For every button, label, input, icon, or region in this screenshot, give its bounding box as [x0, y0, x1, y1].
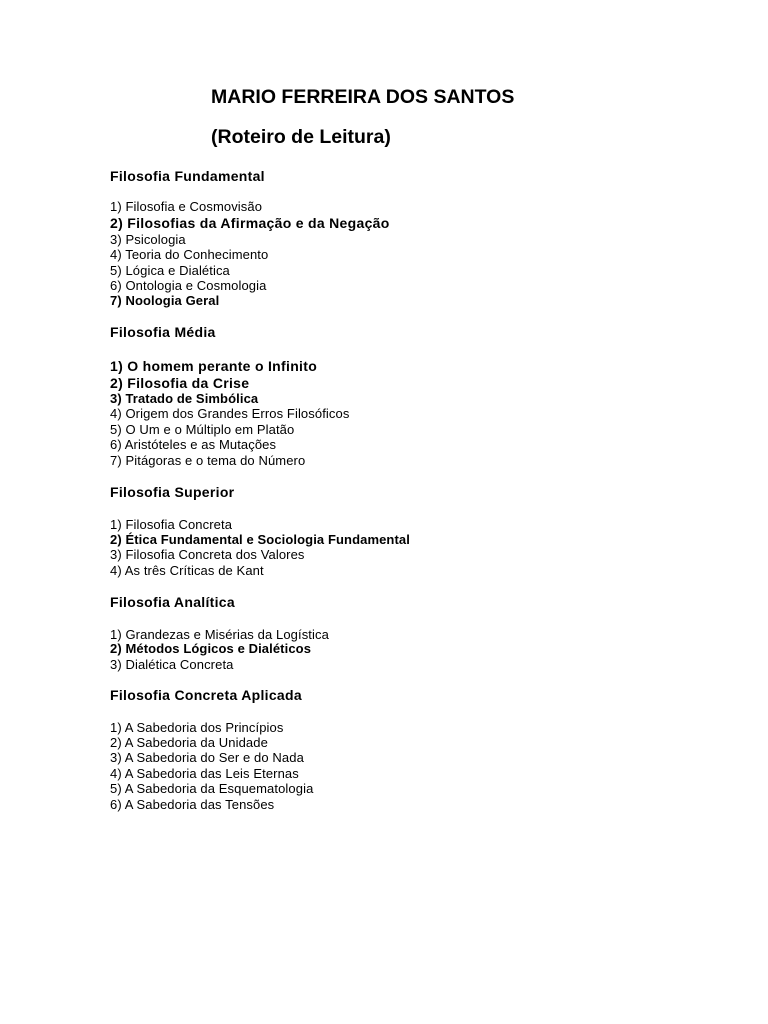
- list-item: 3) Psicologia: [110, 232, 186, 247]
- list-item: 7) Noologia Geral: [110, 293, 220, 308]
- list-item: 1) Filosofia Concreta: [110, 517, 233, 532]
- list-item: 1) A Sabedoria dos Princípios: [110, 720, 284, 735]
- list-item: 4) As três Críticas de Kant: [110, 563, 264, 578]
- list-item: 6) A Sabedoria das Tensões: [110, 797, 275, 812]
- list-item: 5) O Um e o Múltiplo em Platão: [110, 422, 295, 437]
- section-heading: Filosofia Fundamental: [110, 168, 265, 184]
- list-item: 2) A Sabedoria da Unidade: [110, 735, 268, 750]
- list-item: 4) Teoria do Conhecimento: [110, 247, 269, 262]
- section-heading: Filosofia Média: [110, 324, 216, 340]
- list-item: 6) Aristóteles e as Mutações: [110, 437, 277, 452]
- list-item: 1) Grandezas e Misérias da Logística: [110, 627, 329, 642]
- list-item: 3) Filosofia Concreta dos Valores: [110, 547, 305, 562]
- list-item: 4) A Sabedoria das Leis Eternas: [110, 766, 299, 781]
- list-item: 3) Dialética Concreta: [110, 657, 234, 672]
- document-subtitle: (Roteiro de Leitura): [211, 126, 391, 148]
- list-item: 6) Ontologia e Cosmologia: [110, 278, 267, 293]
- list-item: 4) Origem dos Grandes Erros Filosóficos: [110, 406, 350, 421]
- list-item: 2) Métodos Lógicos e Dialéticos: [110, 641, 312, 656]
- list-item: 5) A Sabedoria da Esquematologia: [110, 781, 314, 796]
- list-item: 5) Lógica e Dialética: [110, 263, 230, 278]
- list-item: 2) Filosofia da Crise: [110, 375, 250, 391]
- document-title: MARIO FERREIRA DOS SANTOS: [211, 86, 515, 108]
- list-item: 7) Pitágoras e o tema do Número: [110, 453, 306, 468]
- section-heading: Filosofia Superior: [110, 484, 235, 500]
- list-item: 1) O homem perante o Infinito: [110, 358, 318, 374]
- list-item: 1) Filosofia e Cosmovisão: [110, 199, 263, 214]
- section-heading: Filosofia Analítica: [110, 594, 235, 610]
- list-item: 3) A Sabedoria do Ser e do Nada: [110, 750, 304, 765]
- section-heading: Filosofia Concreta Aplicada: [110, 687, 302, 703]
- list-item: 3) Tratado de Simbólica: [110, 391, 259, 406]
- list-item: 2) Filosofias da Afirmação e da Negação: [110, 215, 390, 231]
- list-item: 2) Ética Fundamental e Sociologia Fundamental: [110, 532, 410, 547]
